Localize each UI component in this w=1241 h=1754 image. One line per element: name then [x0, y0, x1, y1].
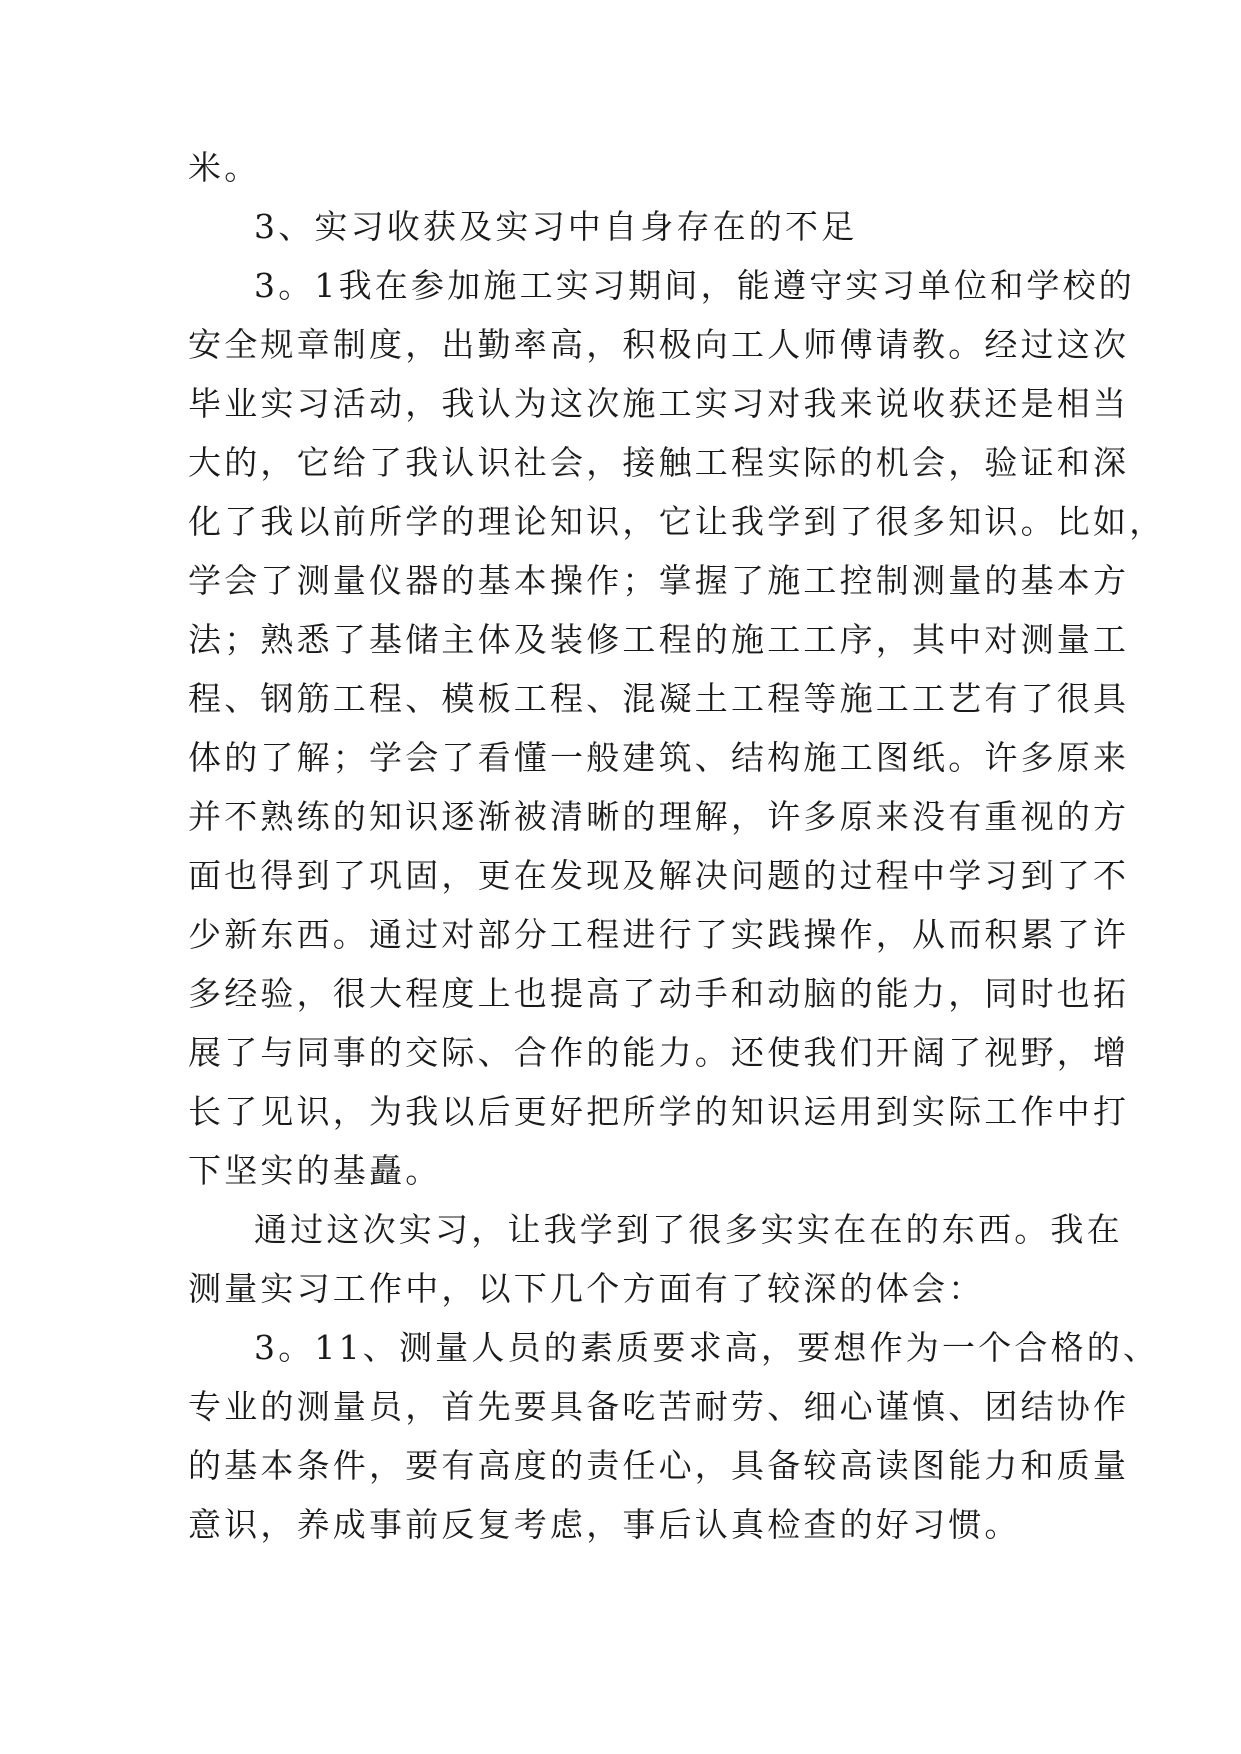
text-line: 米。 — [188, 148, 261, 187]
text-line: 法；熟悉了基储主体及装修工程的施工工序，其中对测量工 — [188, 620, 1130, 659]
text-line: 大的，它给了我认识社会，接触工程实际的机会，验证和深 — [188, 443, 1130, 482]
text-line: 的基本条件，要有高度的责任心，具备较高读图能力和质量 — [188, 1446, 1130, 1485]
section-heading: 3、实习收获及实习中自身存在的不足 — [254, 207, 858, 246]
text-line: 少新东西。通过对部分工程进行了实践操作，从而积累了许 — [188, 915, 1130, 954]
text-line: 3。1我在参加施工实习期间，能遵守实习单位和学校的 — [254, 266, 1135, 305]
text-line: 化了我以前所学的理论知识，它让我学到了很多知识。比如， — [188, 502, 1166, 541]
text-line: 通过这次实习，让我学到了很多实实在在的东西。我在 — [254, 1210, 1123, 1249]
text-line: 3。11、测量人员的素质要求高，要想作为一个合格的、 — [254, 1328, 1160, 1367]
text-line: 学会了测量仪器的基本操作；掌握了施工控制测量的基本方 — [188, 561, 1130, 600]
text-line: 意识，养成事前反复考虑，事后认真检查的好习惯。 — [188, 1505, 1021, 1544]
text-line: 安全规章制度，出勤率高，积极向工人师傅请教。经过这次 — [188, 325, 1130, 364]
text-line: 测量实习工作中，以下几个方面有了较深的体会： — [188, 1269, 985, 1308]
document-body — [188, 138, 1166, 1554]
text-line: 面也得到了巩固，更在发现及解决问题的过程中学习到了不 — [188, 856, 1130, 895]
text-line: 下坚实的基矗。 — [188, 1151, 442, 1190]
text-line: 展了与同事的交际、合作的能力。还使我们开阔了视野，增 — [188, 1033, 1130, 1072]
text-line: 毕业实习活动，我认为这次施工实习对我来说收获还是相当 — [188, 384, 1130, 423]
text-line: 程、钢筋工程、模板工程、混凝土工程等施工工艺有了很具 — [188, 679, 1130, 718]
text-line: 并不熟练的知识逐渐被清晰的理解，许多原来没有重视的方 — [188, 797, 1130, 836]
text-line: 体的了解；学会了看懂一般建筑、结构施工图纸。许多原来 — [188, 738, 1130, 777]
text-line: 多经验，很大程度上也提高了动手和动脑的能力，同时也拓 — [188, 974, 1130, 1013]
text-line: 长了见识，为我以后更好把所学的知识运用到实际工作中打 — [188, 1092, 1130, 1131]
text-line: 专业的测量员，首先要具备吃苦耐劳、细心谨慎、团结协作 — [188, 1387, 1130, 1426]
